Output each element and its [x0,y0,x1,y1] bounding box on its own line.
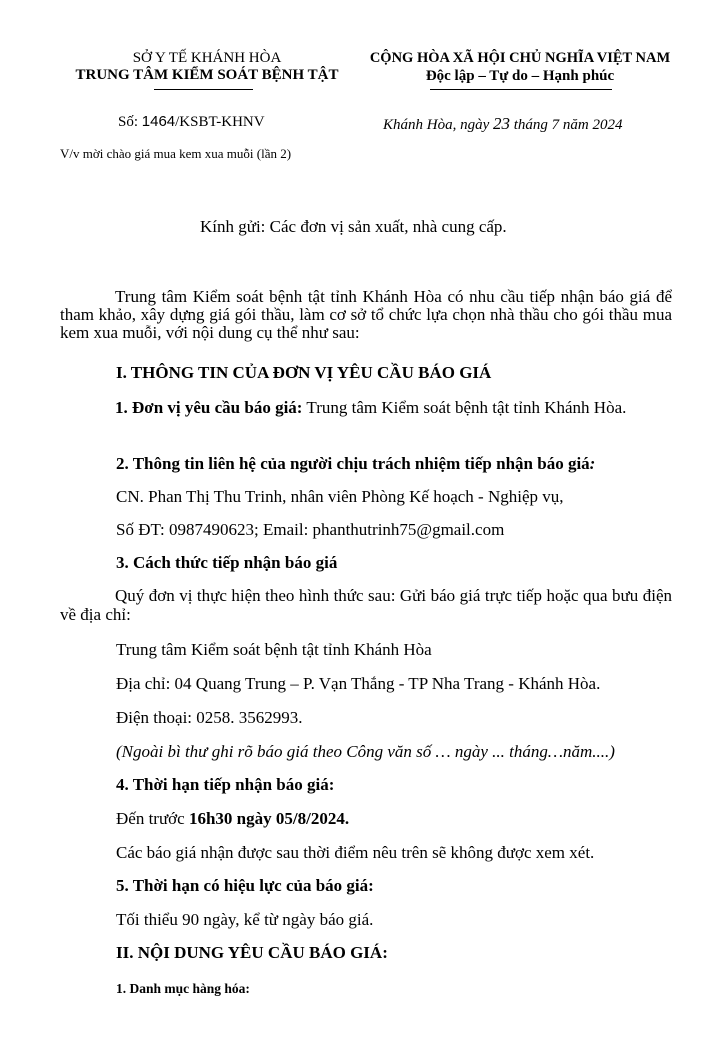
recipient-line: Kính gửi: Các đơn vị sản xuất, nhà cung cấp. [200,217,507,236]
item-1-label: 1. Đơn vị yêu cầu báo giá: [115,398,303,417]
intro-paragraph: Trung tâm Kiểm soát bệnh tật tỉnh Khánh Hòa có nhu cầu tiếp nhận báo giá để tham khảo, xây dựng giá gói thầu, làm cơ sở tổ chức lựa chọn nhà thầu cho gói thầu mua kem xua muỗi, với nội dung cụ thể như sau: [60,287,672,342]
section-2-title: II. NỘI DUNG YÊU CẦU BÁO GIÁ: [116,943,388,962]
document-number [118,113,265,131]
address: Địa chỉ: 04 Quang Trung – P. Vạn Thắng - TP Nha Trang - Khánh Hòa. [116,674,601,693]
national-motto: Độc lập – Tự do – Hạnh phúc [425,68,615,84]
number-value: 1464 [141,113,176,130]
date-prefix: Khánh Hòa, ngày [383,117,490,133]
validity: Tối thiểu 90 ngày, kể từ ngày báo giá. [116,910,374,929]
national-title: CỘNG HÒA XÃ HỘI CHỦ NGHĨA VIỆT NAM [369,50,671,66]
item-2 [116,454,595,474]
item-1-text: Trung tâm Kiểm soát bệnh tật tỉnh Khánh Hòa. [302,398,627,417]
agency-name: SỞ Y TẾ KHÁNH HÒA [132,50,282,66]
phone: Điện thoại: 0258. 3562993. [116,708,303,727]
center-name: TRUNG TÂM KIỂM SOÁT BỆNH TẬT [75,67,339,83]
org-name: Trung tâm Kiểm soát bệnh tật tỉnh Khánh Hòa [116,640,432,659]
item-5-label: 5. Thời hạn có hiệu lực của báo giá: [116,876,374,895]
item-3-text: Quý đơn vị thực hiện theo hình thức sau: Gửi báo giá trực tiếp hoặc qua bưu điện về địa chỉ: [60,586,672,624]
item-2-colon: : [589,454,596,473]
contact-phone-email: Số ĐT: 0987490623; Email: phanthutrinh75@gmail.com [116,520,505,539]
deadline-prefix: Đến trước [116,809,189,828]
number-prefix: Số: [118,114,139,130]
date-day: 23 [493,114,510,133]
contact-person: CN. Phan Thị Thu Trinh, nhân viên Phòng Kế hoạch - Nghiệp vụ, [116,487,564,506]
list-1-label: 1. Danh mục hàng hóa: [116,981,250,996]
item-1 [60,398,672,418]
section-1-title: I. THÔNG TIN CỦA ĐƠN VỊ YÊU CẦU BÁO GIÁ [116,363,492,382]
item-3-label: 3. Cách thức tiếp nhận báo giá [116,553,338,572]
issue-date [383,114,623,134]
number-suffix: /KSBT-KHNV [175,114,265,130]
center-name-underline [154,89,253,90]
envelope-note: (Ngoài bì thư ghi rõ báo giá theo Công văn số … ngày ... tháng…năm....) [116,742,615,761]
late-note: Các báo giá nhận được sau thời điểm nêu trên sẽ không được xem xét. [116,843,595,862]
motto-underline [430,89,612,90]
deadline [116,809,349,829]
deadline-value: 16h30 ngày 05/8/2024. [188,809,350,828]
date-suffix: tháng 7 năm 2024 [513,117,623,133]
item-4-label: 4. Thời hạn tiếp nhận báo giá: [116,775,335,794]
item-2-label: 2. Thông tin liên hệ của người chịu trách nhiệm tiếp nhận báo giá [116,454,590,473]
subject-line: V/v mời chào giá mua kem xua muỗi (lần 2) [60,146,292,161]
